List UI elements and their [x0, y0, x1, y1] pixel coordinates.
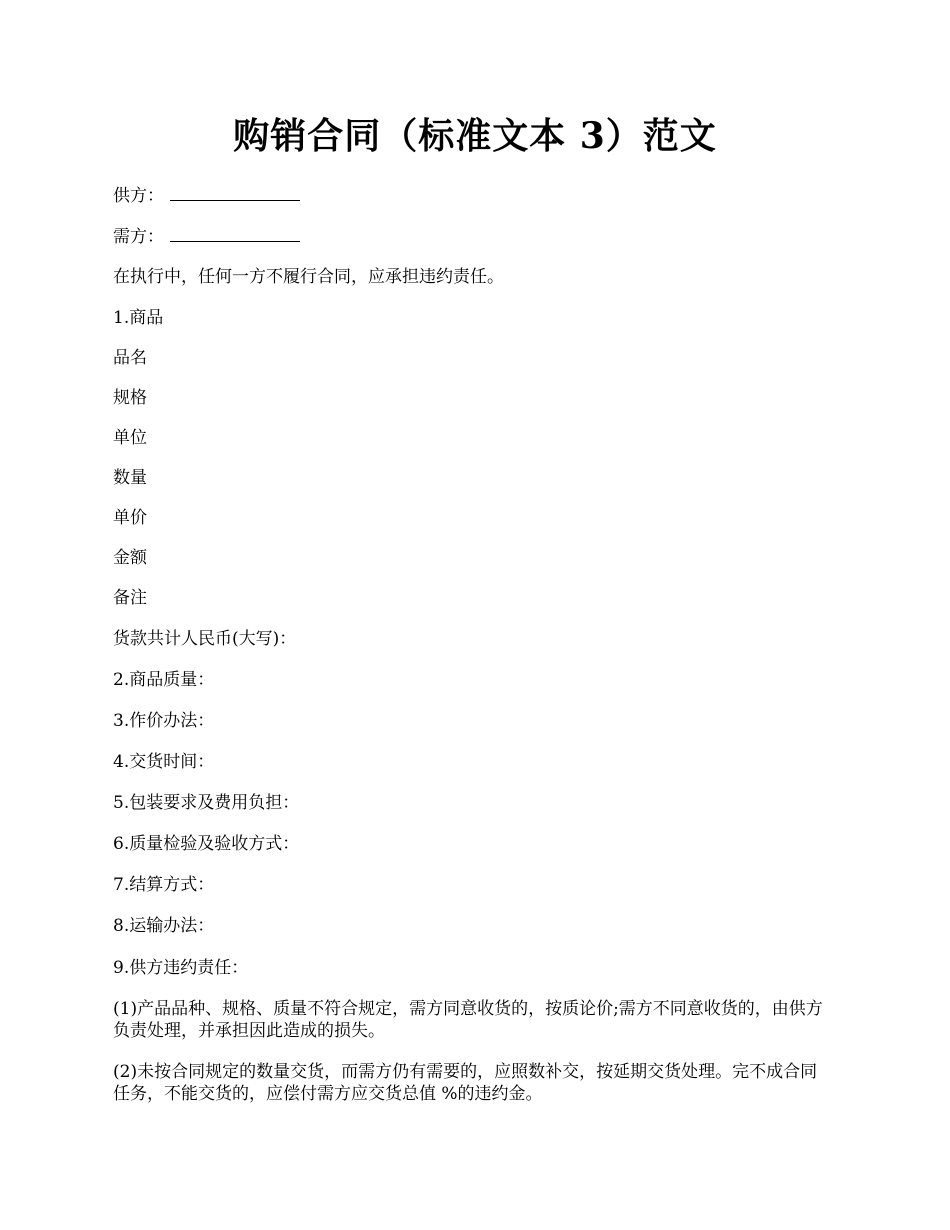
document-title: 购销合同（标准文本 3）范文 — [233, 115, 717, 157]
product-field: 品名 — [113, 348, 147, 368]
supplier-line — [113, 184, 828, 207]
section-heading: 7.结算方式： — [113, 875, 215, 895]
section-heading: 6.质量检验及验收方式： — [113, 834, 300, 854]
buyer-label: 需方： — [113, 227, 164, 247]
product-field: 数量 — [113, 468, 147, 488]
section-heading: 8.运输办法： — [113, 916, 215, 936]
clause-paragraph: (1)产品品种、规格、质量不符合规定，需方同意收货的，按质论价;需方不同意收货的，由供方负责处理，并承担因此造成的损失。 — [113, 999, 823, 1041]
clause-paragraph: (2)未按合同规定的数量交货，而需方仍有需要的，应照数补交，按延期交货处理。完不成合同任务，不能交货的，应偿付需方应交货总值 %的违约金。 — [113, 1062, 818, 1104]
product-field: 单价 — [113, 508, 147, 528]
buyer-blank — [170, 225, 300, 242]
product-field: 单位 — [113, 428, 147, 448]
supplier-label: 供方： — [113, 186, 164, 206]
supplier-blank — [170, 184, 300, 201]
buyer-line — [113, 225, 828, 248]
section-heading: 9.供方违约责任： — [113, 958, 249, 978]
product-field: 金额 — [113, 548, 147, 568]
section-heading: 3.作价办法： — [113, 711, 215, 731]
section-heading: 1.商品 — [113, 308, 164, 328]
total-line: 货款共计人民币(大写)： — [113, 629, 297, 649]
product-field: 备注 — [113, 588, 147, 608]
section-heading: 2.商品质量： — [113, 670, 215, 690]
section-heading: 4.交货时间： — [113, 752, 215, 772]
product-field: 规格 — [113, 388, 147, 408]
intro-text: 在执行中，任何一方不履行合同，应承担违约责任。 — [113, 267, 504, 287]
section-heading: 5.包装要求及费用负担： — [113, 793, 300, 813]
